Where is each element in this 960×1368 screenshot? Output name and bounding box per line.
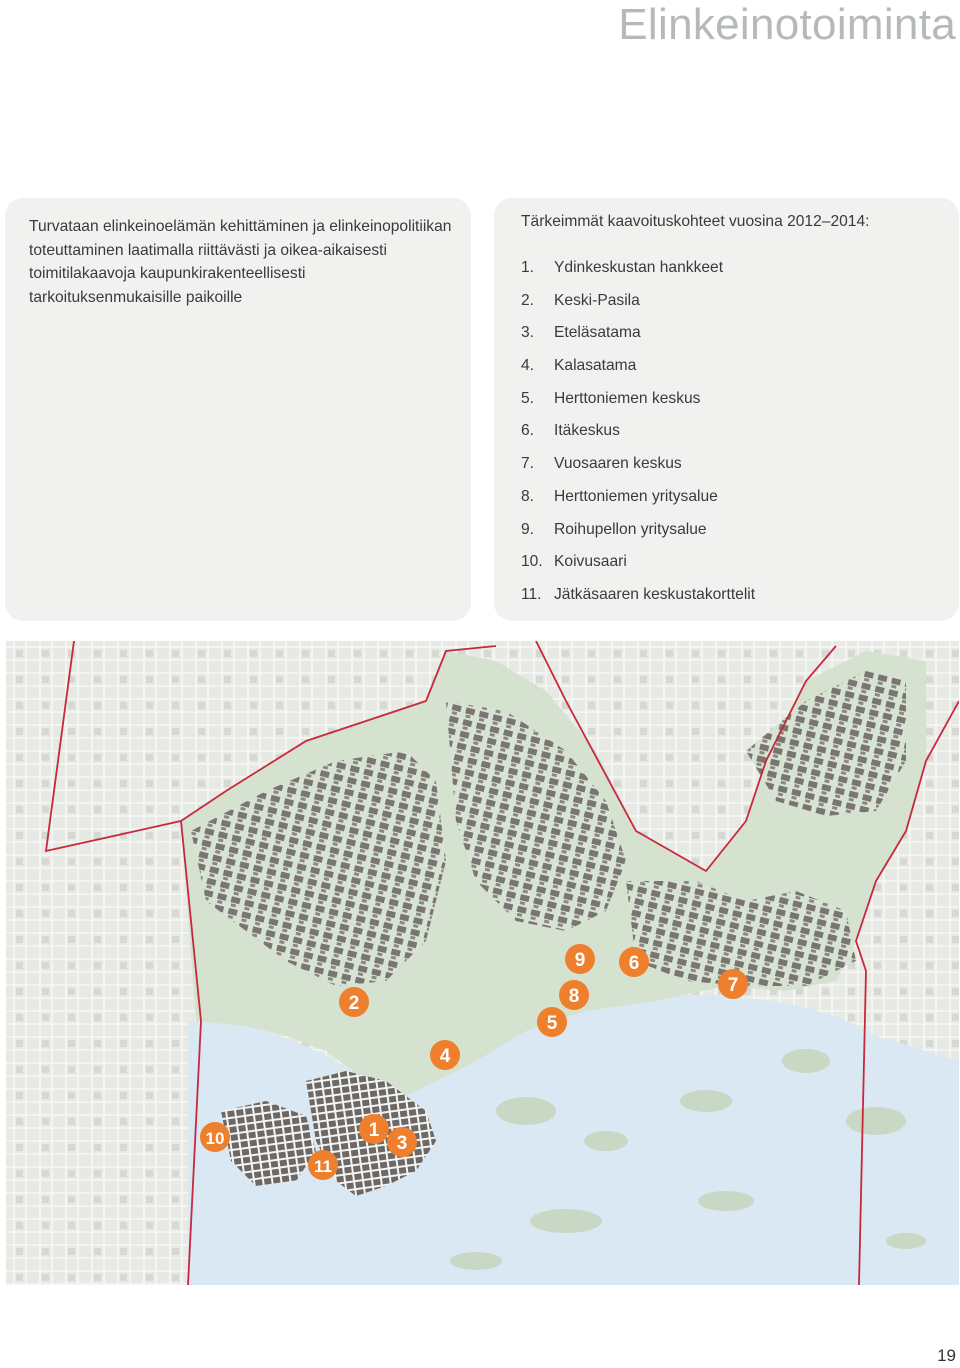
map-marker-8[interactable] — [559, 980, 589, 1010]
map-marker-9[interactable] — [565, 944, 595, 974]
map-marker-11[interactable] — [308, 1150, 338, 1180]
svg-text:10: 10 — [205, 1129, 225, 1148]
list-item: 11. Jätkäsaaren keskustakorttelit — [521, 585, 756, 603]
list-item: 6. Itäkeskus — [521, 422, 620, 440]
map-marker-10[interactable] — [200, 1122, 230, 1152]
page-title: Elinkeinotoiminta — [618, 0, 956, 49]
list-item: 5. Herttoniemen keskus — [521, 389, 701, 407]
list-item: 1. Ydinkeskustan hankkeet — [521, 259, 724, 276]
map-marker-7[interactable] — [718, 969, 748, 999]
map-marker-4[interactable] — [430, 1040, 460, 1070]
svg-text:8: 8 — [568, 986, 580, 1007]
intro-text: Turvataan elinkeinoelämän kehittäminen ja elinkeinopolitiikan toteuttaminen laatimalla riittävästi ja oikea-aikaisesti toimitilakaavoja kaupunkirakenteellisesti tarkoituksenmukaisille paikoille — [29, 218, 452, 306]
svg-text:9: 9 — [574, 950, 586, 971]
svg-text:1: 1 — [368, 1120, 380, 1141]
svg-text:6: 6 — [628, 953, 640, 974]
list-item: 10. Koivusaari — [521, 553, 627, 571]
list-item: 3. Eteläsatama — [521, 324, 641, 342]
svg-text:7: 7 — [727, 975, 739, 996]
list-item: 4. Kalasatama — [521, 357, 637, 375]
list-item: 8. Herttoniemen yritysalue — [521, 487, 718, 505]
page-number: 19 — [937, 1346, 956, 1365]
map-marker-3[interactable] — [387, 1127, 417, 1157]
list-item: 7. Vuosaaren keskus — [521, 455, 682, 473]
svg-text:11: 11 — [314, 1157, 332, 1176]
svg-text:5: 5 — [546, 1013, 558, 1034]
map-marker-6[interactable] — [619, 947, 649, 977]
city-map[interactable] — [6, 641, 959, 1285]
svg-text:2: 2 — [348, 993, 360, 1014]
map-marker-2[interactable] — [339, 987, 369, 1017]
map-marker-5[interactable] — [537, 1007, 567, 1037]
list-item: 2. Keski-Pasila — [521, 291, 640, 309]
intro-panel — [5, 198, 471, 621]
projects-heading: Tärkeimmät kaavoituskohteet vuosina 2012–2014: — [521, 213, 870, 230]
svg-text:4: 4 — [439, 1046, 451, 1067]
projects-panel — [494, 198, 959, 621]
map-marker-1[interactable] — [359, 1114, 389, 1144]
projects-list — [521, 258, 755, 618]
city-map-svg — [6, 641, 959, 1285]
svg-text:3: 3 — [396, 1133, 408, 1154]
list-item: 9. Roihupellon yritysalue — [521, 520, 707, 538]
